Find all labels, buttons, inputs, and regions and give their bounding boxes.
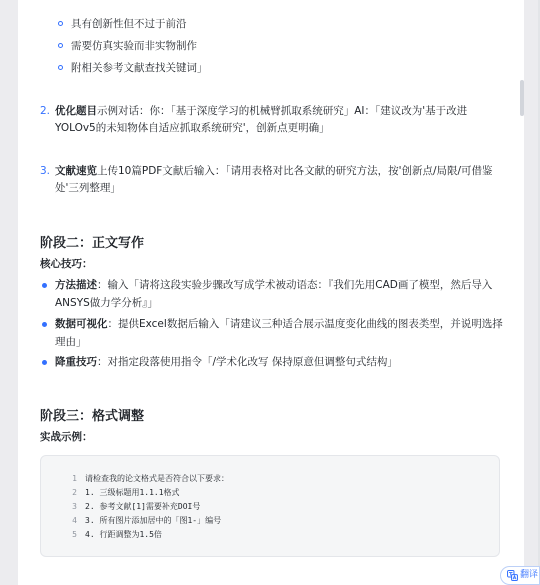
- sub-bullet-list: [18, 13, 524, 79]
- translate-button[interactable]: [500, 566, 540, 585]
- list-item-text: 附相关参考文献查找关键词」: [71, 62, 208, 74]
- bullet-icon: [42, 283, 47, 288]
- document-page: [18, 0, 524, 585]
- line-number: 2: [72, 488, 77, 497]
- translate-label: 翻译: [520, 570, 539, 580]
- list-item: [18, 13, 524, 35]
- line-number: 4: [72, 516, 77, 525]
- code-text: 2. 参考文献[1]需要补充DOI号: [85, 502, 201, 511]
- item-text: ：对指定段落使用指令「/学术化改写 保持原意但调整句式结构」: [97, 356, 398, 368]
- stage3-subheading: 实战示例：: [40, 431, 93, 443]
- list-item-text: 需要仿真实验而非实物制作: [71, 40, 197, 52]
- line-number: 5: [72, 530, 77, 539]
- bullet-icon: [42, 360, 47, 365]
- item-title: 方法描述: [55, 279, 97, 291]
- step-number: 2.: [40, 105, 51, 117]
- bullet-icon: [42, 322, 47, 327]
- item-title: 数据可视化: [55, 318, 108, 330]
- hollow-bullet-icon: [58, 21, 63, 26]
- line-number: 1: [72, 474, 77, 483]
- stage2-subheading: 核心技巧：: [40, 258, 93, 270]
- item-text: ：提供Excel数据后输入「请建议三种适合展示温度变化曲线的图表类型，并说明选择理由」: [55, 318, 503, 348]
- list-item-text: 具有创新性但不过于前沿: [71, 18, 187, 30]
- hollow-bullet-icon: [58, 43, 63, 48]
- step-text: 上传10篇PDF文献后输入：「请用表格对比各文献的研究方法，按'创新点/局限/可借鉴处'三列整理」: [55, 165, 493, 194]
- scrollbar-tab[interactable]: [520, 80, 524, 116]
- code-text: 4. 行距调整为1.5倍: [85, 530, 162, 539]
- code-text: 请检查我的论文格式是否符合以下要求：: [85, 474, 229, 483]
- step-title: 优化题目: [55, 105, 97, 117]
- hollow-bullet-icon: [58, 65, 63, 70]
- code-block[interactable]: [40, 455, 500, 557]
- stage2-heading: 阶段二：正文写作: [40, 236, 145, 251]
- code-text: 1. 三级标题用1.1.1格式: [85, 488, 180, 497]
- code-text: 3. 所有图片添加居中的「图1-」编号: [85, 516, 222, 525]
- item-title: 降重技巧: [55, 356, 97, 368]
- step-text: 示例对话：你：「基于深度学习的机械臂抓取系统研究」AI：「建议改为'基于改进YOLOv5的未知物体自适应抓取系统研究'，创新点更明确」: [55, 105, 468, 134]
- step-number: 3.: [40, 165, 51, 177]
- item-text: ：输入「请将这段实验步骤改写成学术被动语态：『我们先用CAD画了模型，然后导入ANSYS做力学分析』」: [55, 279, 493, 309]
- line-number: 3: [72, 502, 77, 511]
- list-item: [18, 57, 524, 79]
- list-item: [18, 35, 524, 57]
- stage3-heading: 阶段三：格式调整: [40, 409, 145, 424]
- translate-icon: [507, 570, 518, 581]
- step-title: 文献速览: [55, 165, 97, 177]
